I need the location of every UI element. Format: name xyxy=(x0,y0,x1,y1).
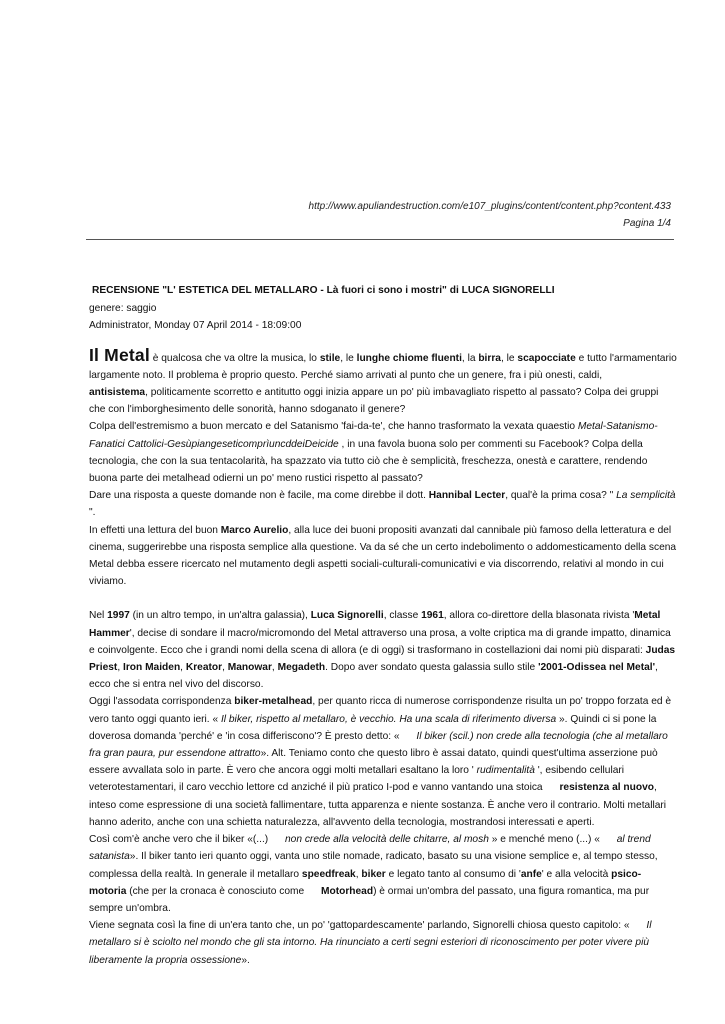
bold-run: psico-motoria xyxy=(89,868,642,897)
text-run: » e menché meno (...) « xyxy=(488,834,603,846)
bold-run: Hannibal Lecter xyxy=(428,490,506,502)
paragraph-spacer xyxy=(89,590,677,607)
drop-cap: Il Metal xyxy=(89,344,150,365)
italic-run: non crede alla velocità delle chitarre, al mosh xyxy=(285,834,489,846)
italic-run: rudimentalità xyxy=(476,765,535,777)
text-run: ». Quindi ci si pone la doverosa domanda 'perché' e 'in cosa differiscono'? È presto detto: « xyxy=(89,713,657,742)
text-run: , alla luce dei buoni propositi avanzati dal cannibale più famoso della letteratura e del cinema, suggerirebbe una risposta semplice alla questione. Va da sé che un certo indebolimento o addomesticamento della scena Metal debba essere ricercato nel mutamento degli aspetti sociali-culturali-comunicativi e via discorrendo, relativi al mondo in cui viviamo. xyxy=(89,524,677,588)
bold-run: biker xyxy=(361,868,386,880)
text-run: In effetti una lettura del buon xyxy=(89,524,221,536)
text-run: Colpa dell'estremismo a buon mercato e del Satanismo 'fai-da-te', che hanno trasformato la vexata quaestio xyxy=(89,421,578,433)
bold-run: Luca Signorelli xyxy=(310,610,384,622)
text-run: ) è ormai un'ombra del passato, una figura romantica, ma pur sempre un'ombra. xyxy=(89,885,650,914)
bold-run: resistenza al nuovo xyxy=(559,782,654,794)
text-run: ». Il biker tanto ieri quanto oggi, vanta uno stile nomade, radicato, basato su una visione semplice e, al tempo stesso, complessa della realtà. In generale il metallaro xyxy=(89,851,658,880)
text-run: , xyxy=(117,662,123,674)
paragraph-6 xyxy=(89,693,677,831)
bold-run: 1961 xyxy=(421,610,444,622)
bold-run: scapocciate xyxy=(517,352,576,364)
bold-run: antisistema xyxy=(89,387,146,399)
text-run: ". xyxy=(89,507,96,519)
text-run: Oggi l'assodata corrispondenza xyxy=(89,696,235,708)
text-run: (in un altro tempo, in un'altra galassia), xyxy=(129,610,311,622)
source-url: http://www.apuliandestruction.com/e107_plugins/content/content.php?content.433 xyxy=(308,201,671,212)
italic-run: La semplicità xyxy=(616,490,676,502)
text-run: Dare una risposta a queste domande non è facile, ma come direbbe il dott. xyxy=(89,490,429,502)
paragraph-4 xyxy=(89,522,677,591)
bold-run: 1997 xyxy=(107,610,130,622)
bold-run: Manowar xyxy=(227,662,272,674)
text-run: , classe xyxy=(383,610,422,622)
text-run: , allora co-direttore della blasonata rivista ' xyxy=(443,610,635,622)
bold-run: Megadeth xyxy=(277,662,326,674)
bold-run: lunghe chiome fluenti xyxy=(356,352,462,364)
text-run: , per quanto ricca di numerose corrispondenze risulta un po' troppo forzata ed è vero tanto oggi quanto ieri. « xyxy=(89,696,672,725)
article-byline: Administrator, Monday 07 April 2014 - 18:09:00 xyxy=(89,320,302,332)
paragraph-5 xyxy=(89,607,677,693)
bold-run: anfe xyxy=(520,868,542,880)
text-run: ». Alt. Teniamo conto che questo libro è assai datato, quindi quest'ultima asserzione può essere avvallata solo in parte. È vero che ancora oggi molti metallari esaltano la loro ' xyxy=(89,748,658,777)
text-run: , qual'è la prima cosa? " xyxy=(505,490,617,502)
text-run: e tutto l'armamentario largamente noto. Il problema è proprio questo. Perché siamo arrivati al punto che un genere, fra i più onesti, caldi, xyxy=(89,352,677,381)
text-run: e legato tanto al consumo di ' xyxy=(385,868,521,880)
bold-run: stile xyxy=(319,352,341,364)
bold-run: '2001-Odissea nel Metal' xyxy=(538,662,656,674)
text-run: (che per la cronaca è conosciuto come xyxy=(126,885,307,897)
bold-run: biker-metalhead xyxy=(234,696,313,708)
article xyxy=(89,282,677,969)
italic-run: Metal-Satanismo-Fanatici Cattolici-GesùpiangeseticomprìuncddeiDeicide xyxy=(89,421,658,450)
article-title: RECENSIONE "L' ESTETICA DEL METALLARO - Là fuori ci sono i mostri" di LUCA SIGNORELLI xyxy=(92,285,555,296)
article-genre: genere: saggio xyxy=(89,303,157,315)
bold-run: Metal Hammer xyxy=(89,610,661,639)
text-run: è qualcosa che va oltre la musica, lo xyxy=(149,352,320,364)
text-run: ' e alla velocità xyxy=(541,868,612,880)
page-number: Pagina 1/4 xyxy=(623,218,671,229)
bold-run: Marco Aurelio xyxy=(220,524,289,536)
bold-run: Judas Priest xyxy=(89,644,676,674)
bold-run: Iron Maiden xyxy=(123,662,181,674)
italic-run: Il biker (scil.) non crede alla tecnologia (che al metallaro fra gran paura, pur essendone attratto xyxy=(89,730,668,760)
paragraph-8 xyxy=(89,917,677,969)
text-run: , la xyxy=(461,352,479,364)
text-run: , xyxy=(222,662,228,674)
text-run: . Dopo aver sondato questa galassia sullo stile xyxy=(325,662,539,674)
text-run: , le xyxy=(340,352,357,364)
paragraph-3 xyxy=(89,487,677,521)
bold-run: speedfreak xyxy=(301,868,356,880)
text-run: ', decise di sondare il macro/micromondo del Metal attraverso una prosa, a volte criptica ma di grande impatto, dinamica e coinvolgente. Ecco che i grandi nomi della scena di allora (e di oggi) si trasformano in costellazioni dai nomi più disparati: xyxy=(89,627,671,656)
text-run: ». xyxy=(241,954,250,966)
text-run: , in una favola buona solo per commenti su Facebook? Colpa della tecnologia, che con la sua tentacolarità, ha spazzato via tutto ciò che è semplicità, freschezza, onestà e carattere, rendendo buona parte dei metalhead odierni un po' meno rustici rispetto al passato? xyxy=(89,438,648,485)
bold-run: Motorhead xyxy=(321,885,374,897)
page-header xyxy=(309,198,671,232)
text-run: , xyxy=(271,662,278,674)
text-run: Viene segnata così la fine di un'era tanto che, un po' 'gattopardescamente' parlando, Signorelli chiosa questo capitolo: « xyxy=(89,920,633,932)
italic-run: Il metallaro si è sciolto nel mondo che gli sta intorno. Ha rinunciato a certi segni esteriori di riconoscimento per poter vivere più liberamente la propria ossessione xyxy=(89,920,652,966)
bold-run: Kreator xyxy=(185,662,223,674)
text-run: , inteso come espressione di una società fallimentare, tutta apparenza e niente sostanza. È anche vero il contrario. Molti metallari hanno aderito, anche con una schietta naturalezza, all'avvento della tecnologia, mostrandosi interessati e aperti. xyxy=(89,782,667,828)
bold-run: birra xyxy=(478,352,501,364)
text-run: Nel xyxy=(89,610,108,622)
paragraph-2 xyxy=(89,418,677,487)
italic-run: Il biker, rispetto al metallaro, è vecchio. Ha una scala di riferimento diversa xyxy=(220,713,557,725)
text-run: , xyxy=(355,868,362,880)
text-run: , xyxy=(180,662,186,674)
text-run: Così com'è anche vero che il biker «(...) xyxy=(89,834,271,846)
text-run: , ecco che si entra nel vivo del discorso. xyxy=(89,662,658,691)
paragraph-7 xyxy=(89,831,677,917)
paragraph-1 xyxy=(89,344,677,419)
header-divider xyxy=(86,239,674,240)
text-run: ', esibendo cellulari veterotestamentari, il caro vecchio lettore cd anziché il più pratico I-pod e vanno vantando una stoica xyxy=(89,765,625,794)
text-run: , le xyxy=(500,352,518,364)
italic-run: al trend satanista xyxy=(89,834,651,863)
text-run: , politicamente scorretto e antitutto oggi inizia appare un po' più imbavagliato rispetto al passato? Colpa dei gruppi che con l'imborghesimento delle sonorità, hanno sdoganato il genere? xyxy=(89,387,659,416)
